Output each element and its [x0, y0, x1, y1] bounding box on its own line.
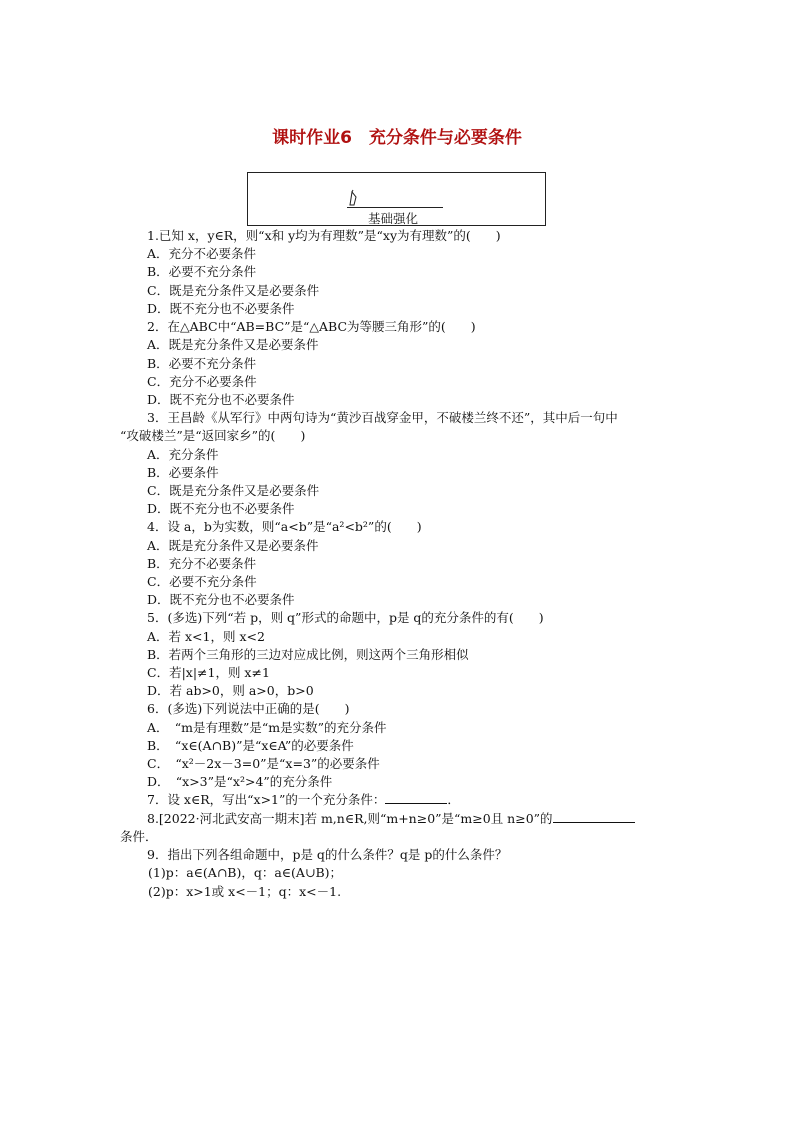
question-9: 9．指出下列各组命题中，p是 q的什么条件？q是 p的什么条件？: [147, 847, 508, 862]
pen-icon: [347, 189, 361, 207]
question-7-text: 7．设 x∈R，写出“x>1”的一个充分条件：: [147, 792, 386, 807]
question-3: 3．王昌龄《从军行》中两句诗为“黄沙百战穿金甲，不破楼兰终不还”，其中后一句中: [147, 410, 618, 425]
question-8-cont: 条件．: [120, 829, 158, 844]
page-title: 课时作业6 充分条件与必要条件: [272, 128, 522, 148]
question-6: 6．(多选)下列说法中正确的是( ): [147, 701, 350, 716]
option-2b: B．必要不充分条件: [147, 356, 257, 371]
question-8: [0, 810, 635, 828]
banner-label: 基础强化: [368, 211, 419, 226]
answer-blank-8: [553, 810, 635, 823]
option-4c: C．必要不充分条件: [147, 574, 257, 589]
question-3-cont: “攻破楼兰”是“返回家乡”的( ): [120, 428, 306, 443]
option-6d: D． “x>3”是“x²>4”的充分条件: [147, 774, 333, 789]
option-2d: D．既不充分也不必要条件: [147, 392, 295, 407]
answer-blank-7: [385, 791, 447, 804]
option-1d: D．既不充分也不必要条件: [147, 301, 295, 316]
question-7: 7．设 x∈R，写出“x>1”的一个充分条件： ．: [147, 792, 460, 807]
option-3c: C．既是充分条件又是必要条件: [147, 483, 320, 498]
option-6c: C． “x²－2x－3=0”是“x=3”的必要条件: [147, 756, 380, 771]
option-1c: C．既是充分条件又是必要条件: [147, 283, 320, 298]
question-4: 4．设 a，b为实数，则“a<b”是“a²<b²”的( ): [147, 519, 422, 534]
option-5b: B．若两个三角形的三边对应成比例，则这两个三角形相似: [147, 647, 469, 662]
option-2c: C．充分不必要条件: [147, 374, 257, 389]
option-6b: B． “x∈(A∩B)”是“x∈A”的必要条件: [147, 738, 354, 753]
question-5: 5．(多选)下列“若 p，则 q”形式的命题中，p是 q的充分条件的有( ): [147, 610, 544, 625]
option-3b: B．必要条件: [147, 465, 219, 480]
section-banner: [247, 172, 546, 226]
option-5a: A．若 x<1，则 x<2: [147, 629, 265, 644]
question-9-part-2: (2)p：x>1或 x<－1；q：x<－1.: [148, 884, 342, 899]
option-1b: B．必要不充分条件: [147, 264, 257, 279]
option-3d: D．既不充分也不必要条件: [147, 501, 295, 516]
option-4b: B．充分不必要条件: [147, 556, 257, 571]
option-2a: A．既是充分条件又是必要条件: [147, 337, 319, 352]
option-5c: C．若|x|≠1，则 x≠1: [147, 665, 270, 680]
question-9-part-1: (1)p：a∈(A∩B)，q：a∈(A∪B)；: [148, 865, 343, 880]
banner-underline: [347, 207, 443, 208]
option-4a: A．既是充分条件又是必要条件: [147, 538, 319, 553]
option-5d: D．若 ab>0，则 a>0，b>0: [147, 683, 314, 698]
question-1: 1.已知 x，y∈R，则“x和 y均为有理数”是“xy为有理数”的( ): [147, 228, 501, 243]
option-1a: A．充分不必要条件: [147, 246, 257, 261]
question-8-text: 8.[2022·河北武安高一期末]若 m,n∈R,则“m+n≥0”是“m≥0且 n≥0”的: [147, 811, 553, 826]
option-3a: A．充分条件: [147, 447, 219, 462]
option-6a: A． “m是有理数”是“m是实数”的充分条件: [147, 720, 387, 735]
question-2: 2．在△ABC中“AB=BC”是“△ABC为等腰三角形”的( ): [147, 319, 476, 334]
option-4d: D．既不充分也不必要条件: [147, 592, 295, 607]
